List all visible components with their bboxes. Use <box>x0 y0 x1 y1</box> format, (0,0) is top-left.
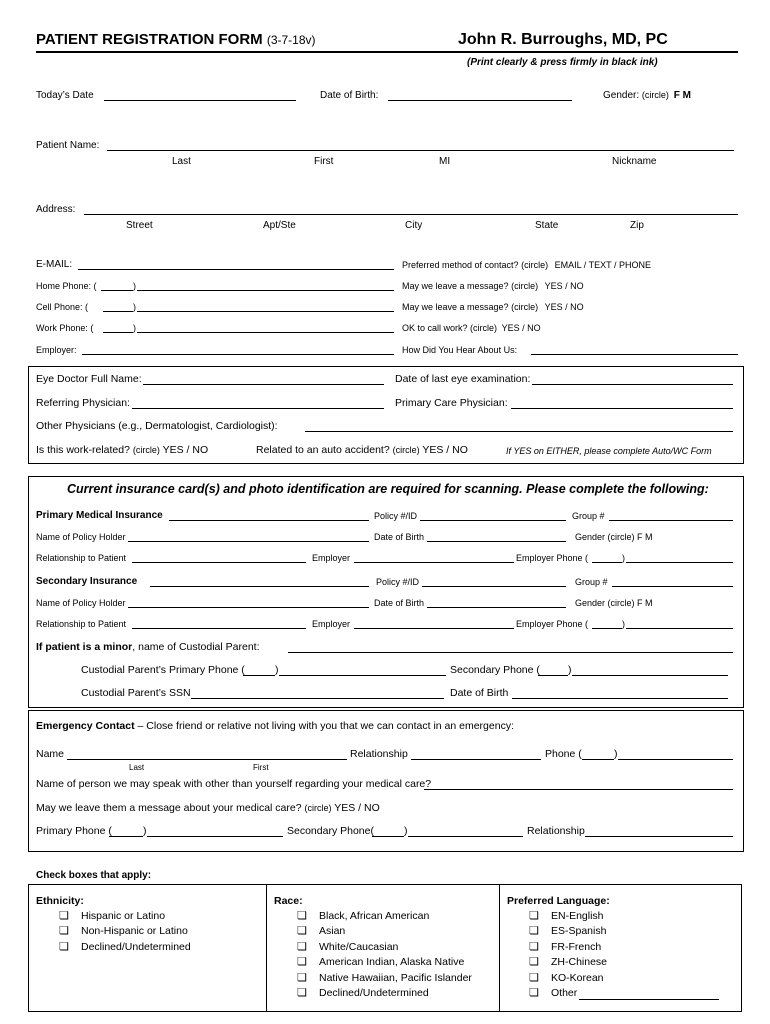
checkbox-icon[interactable]: ❏ <box>529 910 539 922</box>
custodial-secondary-phone-label: Secondary Phone ( <box>450 664 540 676</box>
checkbox-icon[interactable]: ❏ <box>59 910 69 922</box>
home-phone-field[interactable] <box>137 290 394 291</box>
form-version: (3-7-18v) <box>266 33 316 47</box>
work-phone-close-paren: ) <box>133 323 136 333</box>
eye-doctor-field[interactable] <box>143 384 384 385</box>
primary-care-label: Primary Care Physician: <box>395 397 508 409</box>
them-primary-phone-paren: ) <box>143 825 147 837</box>
primary-holder-dob-label: Date of Birth <box>374 532 425 542</box>
race-option[interactable] <box>297 941 398 954</box>
ethnicity-label: Ethnicity: <box>36 895 84 907</box>
ink-instructions: (Print clearly & press firmly in black ink) <box>467 57 658 68</box>
other-person-field[interactable] <box>424 789 733 790</box>
checkbox-table <box>28 884 742 1012</box>
primary-group-label: Group # <box>572 511 605 521</box>
checkbox-icon[interactable]: ❏ <box>297 925 307 937</box>
primary-policy-label: Policy #/ID <box>374 511 418 521</box>
secondary-holder-dob-label: Date of Birth <box>374 598 425 608</box>
dob-field[interactable] <box>388 100 572 101</box>
primary-holder-field[interactable] <box>128 541 369 542</box>
primary-employer-label: Employer <box>312 553 351 563</box>
primary-care-field[interactable] <box>511 408 733 409</box>
them-msg-label: May we leave them a message about your medical care? <box>36 802 302 814</box>
eye-doctor-label: Eye Doctor Full Name: <box>36 373 142 385</box>
cell-phone-close-paren: ) <box>133 302 136 312</box>
emergency-relationship-field[interactable] <box>411 759 541 760</box>
checkboxes-heading: Check boxes that apply: <box>36 870 152 881</box>
language-option[interactable] <box>529 910 604 923</box>
secondary-employer-field[interactable] <box>354 628 514 629</box>
referring-field[interactable] <box>132 408 384 409</box>
emergency-label-bold: Emergency Contact <box>36 720 135 732</box>
hear-about-label: How Did You Hear About Us: <box>402 345 518 355</box>
race-option[interactable] <box>297 987 429 1000</box>
form-title <box>36 31 316 49</box>
language-label: Preferred Language: <box>507 895 610 907</box>
them-primary-phone-field[interactable] <box>147 836 283 837</box>
name-part-nickname: Nickname <box>612 156 657 167</box>
checkbox-icon[interactable]: ❏ <box>529 987 539 999</box>
emergency-phone-paren: ) <box>614 748 618 760</box>
cell-msg-label: May we leave a message? <box>402 302 509 312</box>
name-part-first: First <box>314 156 334 167</box>
race-option-label: Native Hawaiian, Pacific Islander <box>319 972 472 984</box>
todays-date-field[interactable] <box>104 100 296 101</box>
primary-relationship-label: Relationship to Patient <box>36 553 127 563</box>
gender-circle-hint: (circle) <box>641 90 669 100</box>
ok-call-work-options[interactable]: YES / NO <box>501 323 541 333</box>
primary-employer-phone-label: Employer Phone ( <box>516 553 589 563</box>
minor-label-bold: If patient is a minor <box>36 641 133 653</box>
gender-options[interactable]: F M <box>673 90 691 101</box>
race-option-label: White/Caucasian <box>319 941 399 953</box>
language-option[interactable] <box>529 925 606 938</box>
them-relationship-field[interactable] <box>585 836 733 837</box>
language-option-label: KO-Korean <box>551 972 604 984</box>
cell-msg-circle: (circle) <box>511 302 539 312</box>
ethnicity-option-label: Declined/Undetermined <box>81 941 191 953</box>
custodial-ssn-field[interactable] <box>191 698 444 699</box>
physician-section <box>28 366 744 464</box>
cell-phone-label: Cell Phone: ( <box>36 302 89 312</box>
checkbox-icon[interactable]: ❏ <box>297 987 307 999</box>
employer-field[interactable] <box>82 354 394 355</box>
secondary-holder-label: Name of Policy Holder <box>36 598 126 608</box>
practice-name: John R. Burroughs, MD, PC <box>458 31 668 48</box>
cell-phone-field[interactable] <box>137 311 394 312</box>
other-physicians-label: Other Physicians (e.g., Dermatologist, Cardiologist): <box>36 420 278 432</box>
them-msg-circle: (circle) <box>304 803 332 813</box>
secondary-holder-gender[interactable]: Gender (circle) F M <box>575 598 653 608</box>
primary-employer-field[interactable] <box>354 562 514 563</box>
minor-parent-group <box>36 641 260 654</box>
race-option-label: Black, African American <box>319 910 430 922</box>
minor-label-rest: , name of Custodial Parent: <box>132 641 260 653</box>
emergency-label-group <box>36 720 514 733</box>
work-phone-area-field[interactable] <box>103 332 133 333</box>
address-part-city: City <box>405 220 423 231</box>
custodial-secondary-phone-paren: ) <box>568 664 572 676</box>
language-option-label: Other <box>551 987 578 999</box>
secondary-employer-phone-field[interactable] <box>626 628 733 629</box>
work-phone-label: Work Phone: ( <box>36 323 94 333</box>
emergency-name-first-hint: First <box>253 763 269 772</box>
custodial-primary-phone-field[interactable] <box>279 675 446 676</box>
home-phone-area-field[interactable] <box>101 290 133 291</box>
ethnicity-option[interactable] <box>59 910 165 923</box>
checkbox-icon[interactable]: ❏ <box>297 956 307 968</box>
checkbox-icon[interactable]: ❏ <box>297 910 307 922</box>
primary-insurance-label: Primary Medical Insurance <box>36 510 163 521</box>
language-option-label: ES-Spanish <box>551 925 607 937</box>
address-part-apt: Apt/Ste <box>263 220 296 231</box>
custodial-dob-label: Date of Birth <box>450 687 509 699</box>
secondary-group-field[interactable] <box>612 586 733 587</box>
emergency-section <box>28 710 744 852</box>
primary-relationship-field[interactable] <box>132 562 306 563</box>
header-rule <box>36 51 738 53</box>
race-option[interactable] <box>297 925 345 938</box>
race-option-label: Asian <box>319 925 346 937</box>
gender-label: Gender: <box>603 90 640 101</box>
language-option[interactable] <box>529 956 607 969</box>
emergency-name-label: Name <box>36 748 65 760</box>
emergency-name-field[interactable] <box>67 759 347 760</box>
work-related-group <box>36 444 208 457</box>
checkbox-icon[interactable]: ❏ <box>529 925 539 937</box>
secondary-relationship-label: Relationship to Patient <box>36 619 127 629</box>
work-related-options[interactable]: YES / NO <box>162 444 209 456</box>
address-part-zip: Zip <box>630 220 644 231</box>
address-field[interactable] <box>84 214 738 215</box>
secondary-relationship-field[interactable] <box>132 628 306 629</box>
ethnicity-option-label: Hispanic or Latino <box>81 910 166 922</box>
race-option[interactable] <box>297 972 472 985</box>
ethnicity-option[interactable] <box>59 941 191 954</box>
custodial-primary-phone-paren: ) <box>275 664 279 676</box>
them-primary-phone-label: Primary Phone ( <box>36 825 112 837</box>
language-option-label: EN-English <box>551 910 604 922</box>
secondary-employer-phone-paren: ) <box>622 619 625 629</box>
employer-label: Employer: <box>36 345 77 355</box>
primary-holder-gender[interactable]: Gender (circle) F M <box>575 532 653 542</box>
them-secondary-phone-paren: ) <box>404 825 408 837</box>
checkbox-icon[interactable]: ❏ <box>297 972 307 984</box>
ethnicity-option-label: Non-Hispanic or Latino <box>81 925 188 937</box>
race-divider <box>266 885 267 1011</box>
checkbox-icon[interactable]: ❏ <box>529 972 539 984</box>
emergency-phone-label: Phone ( <box>545 748 582 760</box>
cell-phone-area-field[interactable] <box>103 311 133 312</box>
work-related-label: Is this work-related? <box>36 444 130 456</box>
ethnicity-option[interactable] <box>59 925 188 938</box>
auto-wc-note: If YES on EITHER, please complete Auto/WC Form <box>506 446 712 456</box>
custodial-secondary-phone-field[interactable] <box>572 675 728 676</box>
emergency-phone-area[interactable] <box>582 759 614 760</box>
pref-contact-circle: (circle) <box>521 260 549 270</box>
work-related-circle: (circle) <box>132 445 160 455</box>
emergency-name-last-hint: Last <box>129 763 145 772</box>
email-field[interactable] <box>78 269 394 270</box>
them-relationship-label: Relationship <box>527 825 585 837</box>
primary-holder-dob-field[interactable] <box>427 541 566 542</box>
patient-name-label: Patient Name: <box>36 140 100 151</box>
home-phone-close-paren: ) <box>133 281 136 291</box>
email-label: E-MAIL: <box>36 259 73 270</box>
checkbox-icon[interactable]: ❏ <box>529 941 539 953</box>
secondary-employer-phone-area[interactable] <box>592 628 622 629</box>
them-secondary-phone-label: Secondary Phone( <box>287 825 374 837</box>
insurance-section <box>28 476 744 708</box>
them-secondary-phone-area[interactable] <box>372 836 404 837</box>
custodial-secondary-phone-area[interactable] <box>538 675 568 676</box>
dob-label: Date of Birth: <box>320 90 379 101</box>
primary-employer-phone-paren: ) <box>622 553 625 563</box>
secondary-insurance-field[interactable] <box>150 586 369 587</box>
cell-msg-options[interactable]: YES / NO <box>544 302 584 312</box>
address-part-street: Street <box>126 220 153 231</box>
name-part-last: Last <box>172 156 191 167</box>
emergency-label-rest: – Close friend or relative not living with you that we can contact in an emergency: <box>134 720 514 732</box>
insurance-heading: Current insurance card(s) and photo identification are required for scanning. Please complete the following: <box>67 482 709 496</box>
other-person-label: Name of person we may speak with other than yourself regarding your medical care? <box>36 778 432 790</box>
referring-label: Referring Physician: <box>36 397 130 409</box>
auto-accident-circle: (circle) <box>392 445 420 455</box>
language-option-label: FR-French <box>551 941 602 953</box>
secondary-holder-dob-field[interactable] <box>427 607 566 608</box>
last-exam-label: Date of last eye examination: <box>395 373 531 385</box>
primary-holder-label: Name of Policy Holder <box>36 532 126 542</box>
form-title-text: PATIENT REGISTRATION FORM <box>36 31 263 48</box>
custodial-parent-field[interactable] <box>288 652 733 653</box>
patient-name-field[interactable] <box>107 150 734 151</box>
checkbox-icon[interactable]: ❏ <box>59 941 69 953</box>
work-phone-field[interactable] <box>137 332 394 333</box>
home-msg-circle: (circle) <box>511 281 539 291</box>
race-option-label: American Indian, Alaska Native <box>319 956 465 968</box>
them-secondary-phone-field[interactable] <box>408 836 523 837</box>
hear-about-field[interactable] <box>531 354 738 355</box>
home-msg-options[interactable]: YES / NO <box>544 281 584 291</box>
secondary-policy-label: Policy #/ID <box>376 577 420 587</box>
checkbox-icon[interactable]: ❏ <box>297 941 307 953</box>
secondary-employer-phone-label: Employer Phone ( <box>516 619 589 629</box>
ok-call-work-circle: (circle) <box>470 323 498 333</box>
last-exam-field[interactable] <box>532 384 733 385</box>
pref-contact-label: Preferred method of contact? <box>402 260 519 270</box>
todays-date-label: Today’s Date <box>36 90 94 101</box>
primary-group-field[interactable] <box>609 520 733 521</box>
pref-contact-options[interactable]: EMAIL / TEXT / PHONE <box>554 260 651 270</box>
language-divider <box>499 885 500 1011</box>
custodial-primary-phone-label: Custodial Parent’s Primary Phone ( <box>81 664 245 676</box>
custodial-ssn-label: Custodial Parent’s SSN <box>81 687 191 699</box>
auto-accident-label: Related to an auto accident? <box>256 444 390 456</box>
address-label: Address: <box>36 204 76 215</box>
race-option-label: Declined/Undetermined <box>319 987 429 999</box>
home-phone-label: Home Phone: ( <box>36 281 97 291</box>
language-option[interactable] <box>529 987 577 1000</box>
language-other-field[interactable] <box>579 999 719 1000</box>
emergency-phone-field[interactable] <box>618 759 733 760</box>
cell-msg-group <box>402 302 584 313</box>
race-option[interactable] <box>297 910 429 923</box>
ok-call-work-label: OK to call work? <box>402 323 468 333</box>
secondary-policy-field[interactable] <box>422 586 566 587</box>
secondary-employer-label: Employer <box>312 619 351 629</box>
checkbox-icon[interactable]: ❏ <box>529 956 539 968</box>
primary-policy-field[interactable] <box>420 520 566 521</box>
them-primary-phone-area[interactable] <box>109 836 143 837</box>
language-option[interactable] <box>529 972 604 985</box>
name-part-mi: MI <box>439 156 451 167</box>
them-msg-group <box>36 802 380 815</box>
home-msg-group <box>402 281 584 292</box>
custodial-primary-phone-area[interactable] <box>243 675 275 676</box>
secondary-group-label: Group # <box>575 577 608 587</box>
language-option[interactable] <box>529 941 601 954</box>
language-option-label: ZH-Chinese <box>551 956 608 968</box>
other-physicians-field[interactable] <box>305 431 733 432</box>
pref-contact-group <box>402 260 651 271</box>
primary-employer-phone-field[interactable] <box>626 562 733 563</box>
custodial-dob-field[interactable] <box>512 698 728 699</box>
race-label: Race: <box>274 895 303 907</box>
primary-employer-phone-area[interactable] <box>592 562 622 563</box>
secondary-holder-field[interactable] <box>128 607 369 608</box>
gender-group <box>603 90 691 102</box>
auto-accident-group <box>256 444 468 457</box>
secondary-insurance-label: Secondary Insurance <box>36 576 138 587</box>
checkbox-icon[interactable]: ❏ <box>59 925 69 937</box>
home-msg-label: May we leave a message? <box>402 281 509 291</box>
ok-call-work-group <box>402 323 541 334</box>
primary-insurance-field[interactable] <box>169 520 369 521</box>
auto-accident-options[interactable]: YES / NO <box>422 444 468 456</box>
race-option[interactable] <box>297 956 464 969</box>
emergency-relationship-label: Relationship <box>350 748 408 760</box>
them-msg-options[interactable]: YES / NO <box>334 802 380 814</box>
address-part-state: State <box>535 220 559 231</box>
